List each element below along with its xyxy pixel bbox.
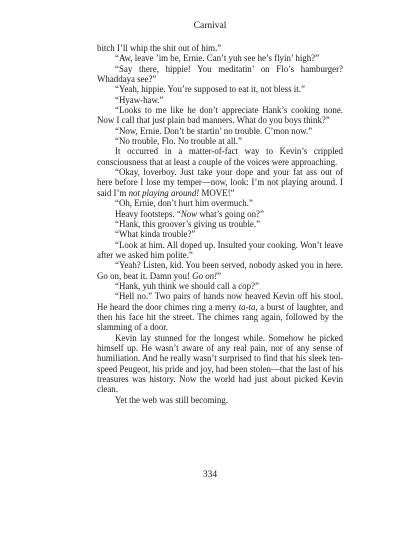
- text-run: “Hyaw-haw.”: [115, 94, 164, 105]
- text-run: “Hank, yuh think we should call a cop?”: [115, 280, 259, 291]
- text-run: “Now, Ernie. Don’t be startin’ no trouble. C’mon now.”: [115, 125, 313, 136]
- body-text: [97, 43, 343, 405]
- text-run: Yet the web was still becoming.: [115, 394, 228, 405]
- text-run: “Say there, hippie! You meditatin’ on Flo’s hamburger? Whaddaya see?”: [97, 63, 343, 85]
- running-header: Carnival: [193, 21, 227, 31]
- italic-text: ta-ta: [238, 301, 256, 312]
- text-run: It occurred in a matter-of-fact way to Kevin’s crippled consciousness that at least a couple of the voices were approaching.: [97, 146, 343, 167]
- page-number: 334: [202, 470, 218, 480]
- text-run: , a burst of laughter, and then his face hit the street. The chimes rang again, followed by the slamming of a door.: [97, 301, 344, 333]
- paragraph: [97, 64, 343, 85]
- italic-text: Go on!: [192, 270, 218, 281]
- text-run: “Yeah? Listen, kid. You been served, nobody asked you in here. Go on, beat it. Damn you!: [97, 260, 343, 281]
- text-run: MOVE!”: [199, 187, 235, 198]
- text-run: “Aw, leave ’im be, Ernie. Can’t yuh see he’s flyin’ high?”: [115, 53, 320, 64]
- text-run: “No trouble, Flo. No trouble at all.”: [115, 136, 242, 147]
- paragraph: [97, 126, 343, 136]
- text-run: “Oh, Ernie, don’t hurt him overmuch.”: [115, 198, 253, 209]
- text-run: what’s going on?”: [197, 208, 264, 219]
- text-run: “Yeah, hippie. You’re supposed to eat it, not bless it.”: [115, 84, 305, 95]
- text-run: “Hell no.” Two pairs of hands now heaved Kevin off his stool. He heard the door chimes ring a merry: [97, 291, 343, 312]
- text-run: “Hank, this groover’s giving us trouble.”: [115, 218, 261, 229]
- paragraph: [97, 43, 343, 53]
- paragraph: [97, 84, 343, 94]
- paragraph: [97, 209, 343, 219]
- text-run: Kevin lay stunned for the longest while. Somehow he picked himself up. He wasn’t aware of any real pain, nor of any sense of humiliation. And he really wasn’t surprised to find that his sleek ten-speed Peugeot, his pride and joy, had been stolen—that the last of his treasures was history. Now the world had just about picked Kevin clean.: [97, 332, 343, 395]
- text-run: “Looks to me like he don’t appreciate Hank’s cooking none. Now I call that just plain bad manners. What do you boys think?”: [97, 105, 343, 126]
- paragraph: [97, 95, 343, 105]
- paragraph: [97, 198, 343, 208]
- paragraph: [97, 333, 343, 395]
- text-run: “Okay, loverboy. Just take your dope and your fat ass out of here before I lose my temper—now, look: I’m not playing around. I said I’m: [97, 167, 343, 198]
- text-run: “Look at him. All doped up. Insulted your cooking. Won’t leave after we asked him polite.”: [97, 239, 343, 260]
- paragraph: [97, 105, 343, 126]
- paragraph: [97, 146, 343, 167]
- text-run: ”: [217, 270, 222, 281]
- text-run: “What kinda trouble?”: [115, 229, 196, 240]
- paragraph: [97, 395, 343, 405]
- paragraph: [97, 229, 343, 239]
- text-run: bitch I’ll whip the shit out of him.”: [97, 43, 222, 53]
- paragraph: [97, 260, 343, 281]
- paragraph: [97, 53, 343, 63]
- paragraph: [97, 281, 343, 291]
- paragraph: [97, 240, 343, 261]
- text-run: Heavy footsteps. “: [115, 208, 181, 219]
- paragraph: [97, 167, 343, 198]
- italic-text: not playing around!: [128, 187, 200, 198]
- paragraph: [97, 291, 343, 332]
- paragraph: [97, 219, 343, 229]
- paragraph: [97, 136, 343, 146]
- italic-text: Now: [180, 208, 198, 219]
